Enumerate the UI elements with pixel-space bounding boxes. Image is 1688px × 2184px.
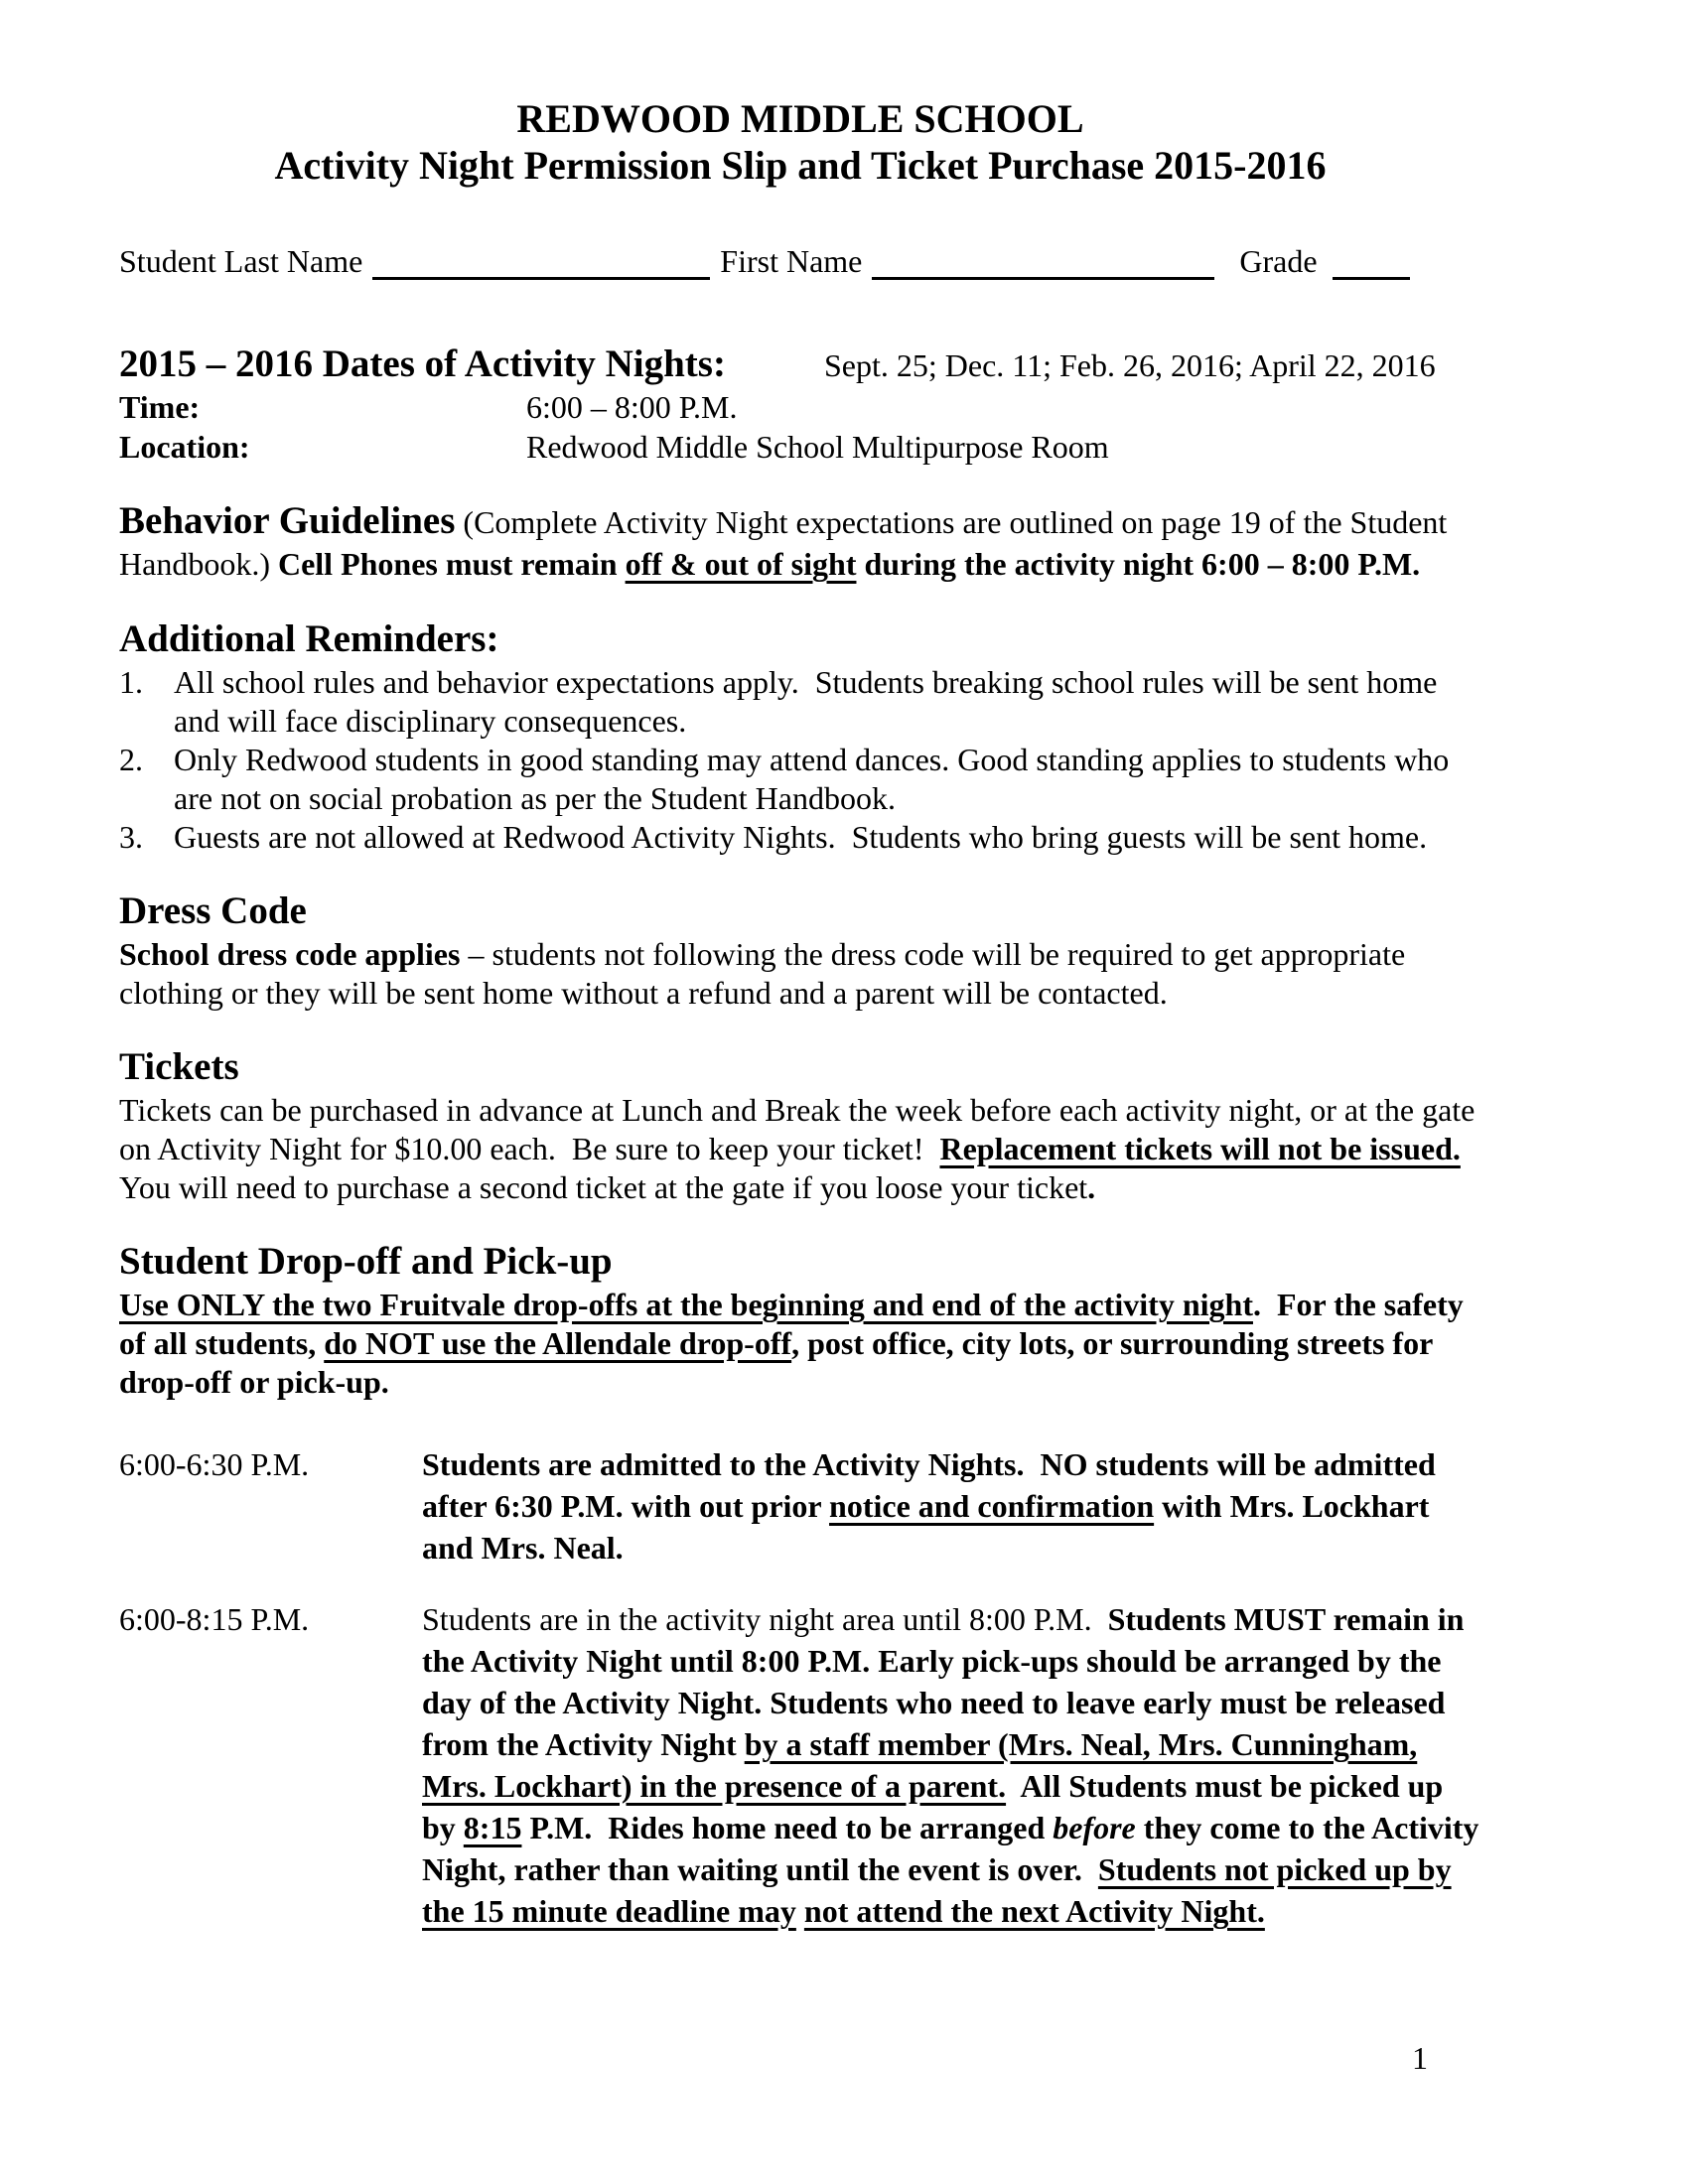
schedule-run: All Students must be picked up by xyxy=(422,1768,1444,1845)
schedule-run: P.M. Rides home need to be arranged xyxy=(521,1810,1054,1845)
behavior-run-1: (Complete Activity Night expectations are outlined on page 19 of the Student Handbook.) xyxy=(119,504,1448,582)
dropoff-paragraph xyxy=(119,1286,1481,1402)
schedule-run: notice and confirmation xyxy=(829,1488,1155,1524)
dress-code-paragraph xyxy=(119,935,1481,1013)
additional-reminders-heading: Additional Reminders: xyxy=(119,617,499,660)
schedule-run: Students are admitted to the Activity Nights. NO students will be admitted after 6:30 P.M. with out prior xyxy=(422,1446,1436,1524)
list-item-text: All school rules and behavior expectations apply. Students breaking school rules will be sent home and will face disciplinary consequences. xyxy=(174,664,1438,739)
behavior-guidelines-paragraph xyxy=(119,500,1481,585)
dates-label: 2015 – 2016 Dates of Activity Nights: xyxy=(119,342,726,385)
dropoff-run-1: Use ONLY the two Fruitvale drop-offs at the beginning and end of the activity night xyxy=(119,1287,1253,1322)
schedule-text xyxy=(422,1598,1481,1932)
location-value: Redwood Middle School Multipurpose Room xyxy=(526,429,1109,465)
list-item-number: 3. xyxy=(119,819,143,855)
time-value: 6:00 – 8:00 P.M. xyxy=(526,389,738,425)
dropoff-run-2: . For the safety of all students, xyxy=(119,1287,1464,1361)
student-name-row xyxy=(119,240,1481,281)
time-label: Time: xyxy=(119,389,201,425)
tickets-heading: Tickets xyxy=(119,1045,239,1088)
dates-row xyxy=(119,342,1481,387)
schedule-row-admission xyxy=(119,1443,1481,1569)
dates-value: Sept. 25; Dec. 11; Feb. 26, 2016; April 22, 2016 xyxy=(824,347,1436,383)
tickets-paragraph xyxy=(119,1091,1481,1207)
tickets-run-3: You will need to purchase a second ticket at the gate if you loose your ticket xyxy=(119,1169,1088,1205)
schedule-run: before xyxy=(1053,1810,1136,1845)
page-number: 1 xyxy=(1412,2040,1428,2076)
list-item-number: 1. xyxy=(119,664,143,700)
schedule-text xyxy=(422,1443,1481,1569)
tickets-run-1: Tickets can be purchased in advance at Lunch and Break the week before each activity night, or at the gate on Activity Night for $10.00 each. Be sure to keep your ticket! xyxy=(119,1092,1476,1166)
dropoff-run-3: do NOT use the Allendale drop-off xyxy=(324,1325,792,1361)
schedule-run xyxy=(796,1893,804,1929)
school-name: REDWOOD MIDDLE SCHOOL xyxy=(516,96,1084,141)
tickets-run-2: Replacement tickets will not be issued. xyxy=(939,1131,1461,1166)
list-item-text: Guests are not allowed at Redwood Activity Nights. Students who bring guests will be sent home. xyxy=(174,819,1428,855)
dress-run-2: – students not following the dress code will be required to get appropriate clothing or they will be sent home without a refund and a parent will be contacted. xyxy=(119,936,1406,1011)
event-info-block xyxy=(119,342,1481,467)
location-label: Location: xyxy=(119,429,250,465)
schedule-time: 6:00-8:15 P.M. xyxy=(119,1601,310,1637)
schedule-time: 6:00-6:30 P.M. xyxy=(119,1446,310,1482)
list-item xyxy=(119,663,1481,741)
schedule-run: Students not picked up by the 15 minute deadline may xyxy=(422,1851,1452,1929)
last-name-label: Student Last Name xyxy=(119,243,363,279)
schedule-run: they come to the Activity Night, rather than waiting until the event is over. xyxy=(422,1810,1479,1887)
location-row xyxy=(119,427,1481,467)
first-name-blank-line xyxy=(872,248,1214,280)
dress-run-1: School dress code applies xyxy=(119,936,461,972)
schedule-row-pickup xyxy=(119,1598,1481,1932)
behavior-run-2: Cell Phones must remain xyxy=(277,546,626,582)
grade-blank-line xyxy=(1333,248,1410,280)
behavior-guidelines-heading: Behavior Guidelines xyxy=(119,499,456,542)
schedule-run: 8:15 xyxy=(463,1810,522,1845)
list-item xyxy=(119,741,1481,818)
schedule-run: not attend the next Activity Night. xyxy=(803,1893,1265,1929)
last-name-blank-line xyxy=(372,248,710,280)
list-item xyxy=(119,818,1481,857)
time-row xyxy=(119,387,1481,427)
dropoff-run-4: , post office, city lots, or surrounding streets for drop-off or pick-up. xyxy=(119,1325,1433,1400)
additional-reminders-list xyxy=(119,663,1481,857)
list-item-number: 2. xyxy=(119,742,143,777)
dropoff-heading: Student Drop-off and Pick-up xyxy=(119,1240,613,1283)
behavior-run-4: during the activity night 6:00 – 8:00 P.M. xyxy=(856,546,1421,582)
behavior-run-3: off & out of sight xyxy=(625,546,857,582)
dress-code-heading: Dress Code xyxy=(119,889,307,932)
list-item-text: Only Redwood students in good standing may attend dances. Good standing applies to students who are not on social probation as per the Student Handbook. xyxy=(174,742,1450,816)
grade-label: Grade xyxy=(1239,243,1318,279)
document-title: Activity Night Permission Slip and Ticket Purchase 2015-2016 xyxy=(274,143,1327,188)
schedule-run: Students are in the activity night area until 8:00 P.M. xyxy=(422,1601,1108,1637)
schedule-run: by a staff member (Mrs. Neal, Mrs. Cunningham, Mrs. Lockhart) in the presence of a parent. xyxy=(422,1726,1418,1804)
schedule-run: with Mrs. Lockhart and Mrs. Neal. xyxy=(422,1488,1430,1566)
schedule-run: Students MUST remain in the Activity Night until 8:00 P.M. Early pick-ups should be arranged by the day of the Activity Night. Students who need to leave early must be released from the Activity Night xyxy=(422,1601,1465,1762)
first-name-label: First Name xyxy=(720,243,863,279)
tickets-run-4: . xyxy=(1087,1169,1096,1205)
